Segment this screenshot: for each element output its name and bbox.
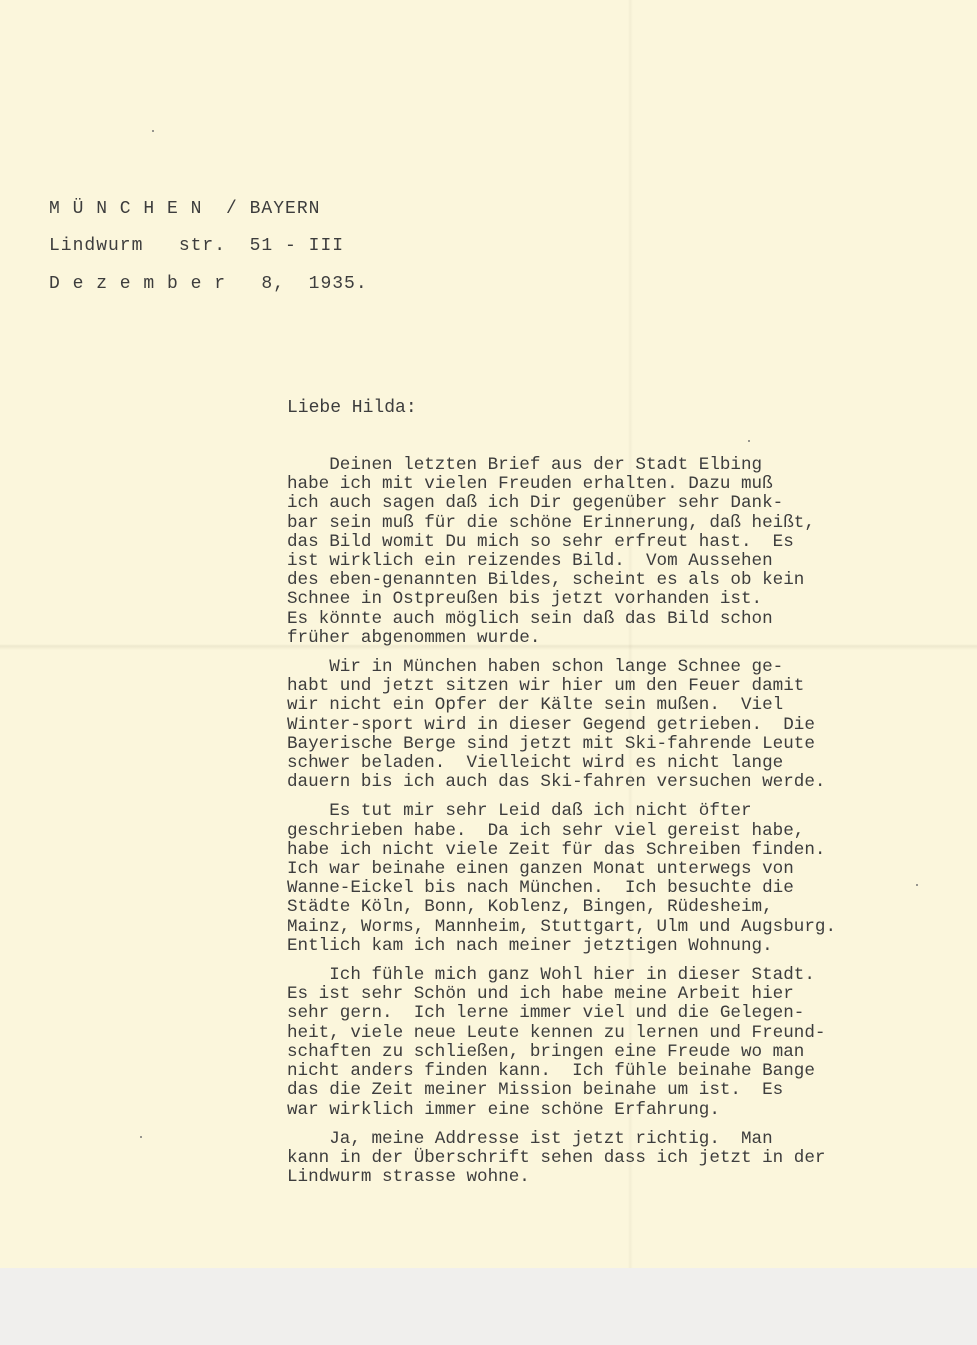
text-line: das Bild womit Du mich so sehr erfreut hast. Es	[287, 531, 794, 552]
text-line: des eben-genannten Bildes, scheint es als ob kein	[287, 570, 805, 591]
text-line: Deinen letzten Brief aus der Stadt Elbing	[287, 455, 763, 475]
paragraph	[287, 802, 927, 956]
header-date: D e z e m b e r 8, 1935.	[49, 274, 368, 294]
header-city: M Ü N C H E N / BAYERN	[49, 199, 321, 219]
paper-speck	[748, 440, 750, 442]
text-line: früher abgenommen wurde.	[287, 627, 541, 648]
text-line: habe ich mit vielen Freuden erhalten. Dazu muß	[287, 474, 773, 495]
paragraph	[287, 658, 927, 792]
text-line: Es könnte auch möglich sein daß das Bild schon	[287, 608, 773, 629]
text-line: ist wirklich ein reizendes Bild. Vom Aussehen	[287, 551, 773, 572]
scan-background	[0, 1268, 977, 1345]
text-line: Lindwurm strasse wohne.	[287, 1167, 530, 1188]
text-line: wir nicht ein Opfer der Kälte sein mußen. Viel	[287, 695, 784, 716]
text-line: habt und jetzt sitzen wir hier um den Feuer damit	[287, 676, 805, 697]
text-line: Ich fühle mich ganz Wohl hier in dieser Stadt.	[287, 965, 815, 986]
text-line: Schnee in Ostpreußen bis jetzt vorhanden ist.	[287, 589, 763, 610]
header-street: Lindwurm str. 51 - III	[49, 236, 345, 256]
text-line: dauern bis ich auch das Ski-fahren versuchen werde.	[287, 772, 826, 793]
text-line: Winter-sport wird in dieser Gegend getrieben. Die	[287, 714, 815, 735]
text-line: Mainz, Worms, Mannheim, Stuttgart, Ulm und Augsburg.	[287, 916, 837, 937]
text-line: heit, viele neue Leute kennen zu lernen und Freund-	[287, 1022, 826, 1043]
paragraph	[287, 1130, 927, 1188]
text-line: Es ist sehr Schön und ich habe meine Arbeit hier	[287, 984, 794, 1005]
paper-speck	[916, 884, 918, 886]
text-line: Entlich kam ich nach meiner jetztigen Wohnung.	[287, 935, 773, 956]
salutation: Liebe Hilda:	[287, 398, 417, 418]
text-line: Wanne-Eickel bis nach München. Ich besuchte die	[287, 878, 794, 899]
paper-speck	[152, 130, 154, 132]
text-line: schaften zu schließen, bringen eine Freude wo man	[287, 1041, 805, 1062]
text-line: bar sein muß für die schöne Erinnerung, daß heißt,	[287, 512, 815, 533]
text-line: Bayerische Berge sind jetzt mit Ski-fahrende Leute	[287, 733, 815, 754]
text-line: Städte Köln, Bonn, Koblenz, Bingen, Rüdesheim,	[287, 897, 773, 918]
text-line: geschrieben habe. Da ich sehr viel gereist habe,	[287, 820, 805, 841]
text-line: habe ich nicht viele Zeit für das Schreiben finden.	[287, 839, 826, 860]
letter-body	[287, 456, 927, 1197]
text-line: nicht anders finden kann. Ich fühle beinahe Bange	[287, 1061, 815, 1082]
text-line: Wir in München haben schon lange Schnee ge-	[287, 657, 784, 678]
text-line: Ich war beinahe einen ganzen Monat unterwegs von	[287, 859, 794, 880]
text-line: Ja, meine Addresse ist jetzt richtig. Man	[287, 1128, 773, 1149]
paragraph	[287, 966, 927, 1120]
text-line: war wirklich immer eine schöne Erfahrung.	[287, 1099, 720, 1120]
text-line: Es tut mir sehr Leid daß ich nicht öfter	[287, 801, 752, 822]
text-line: das die Zeit meiner Mission beinahe um ist. Es	[287, 1080, 784, 1101]
text-line: ich auch sagen daß ich Dir gegenüber sehr Dank-	[287, 493, 784, 514]
text-line: sehr gern. Ich lerne immer viel und die Gelegen-	[287, 1003, 805, 1024]
text-line: schwer beladen. Vielleicht wird es nicht lange	[287, 753, 784, 774]
paper-speck	[140, 1136, 142, 1138]
text-line: kann in der Überschrift sehen dass ich jetzt in der	[287, 1147, 826, 1168]
paragraph	[287, 456, 927, 648]
